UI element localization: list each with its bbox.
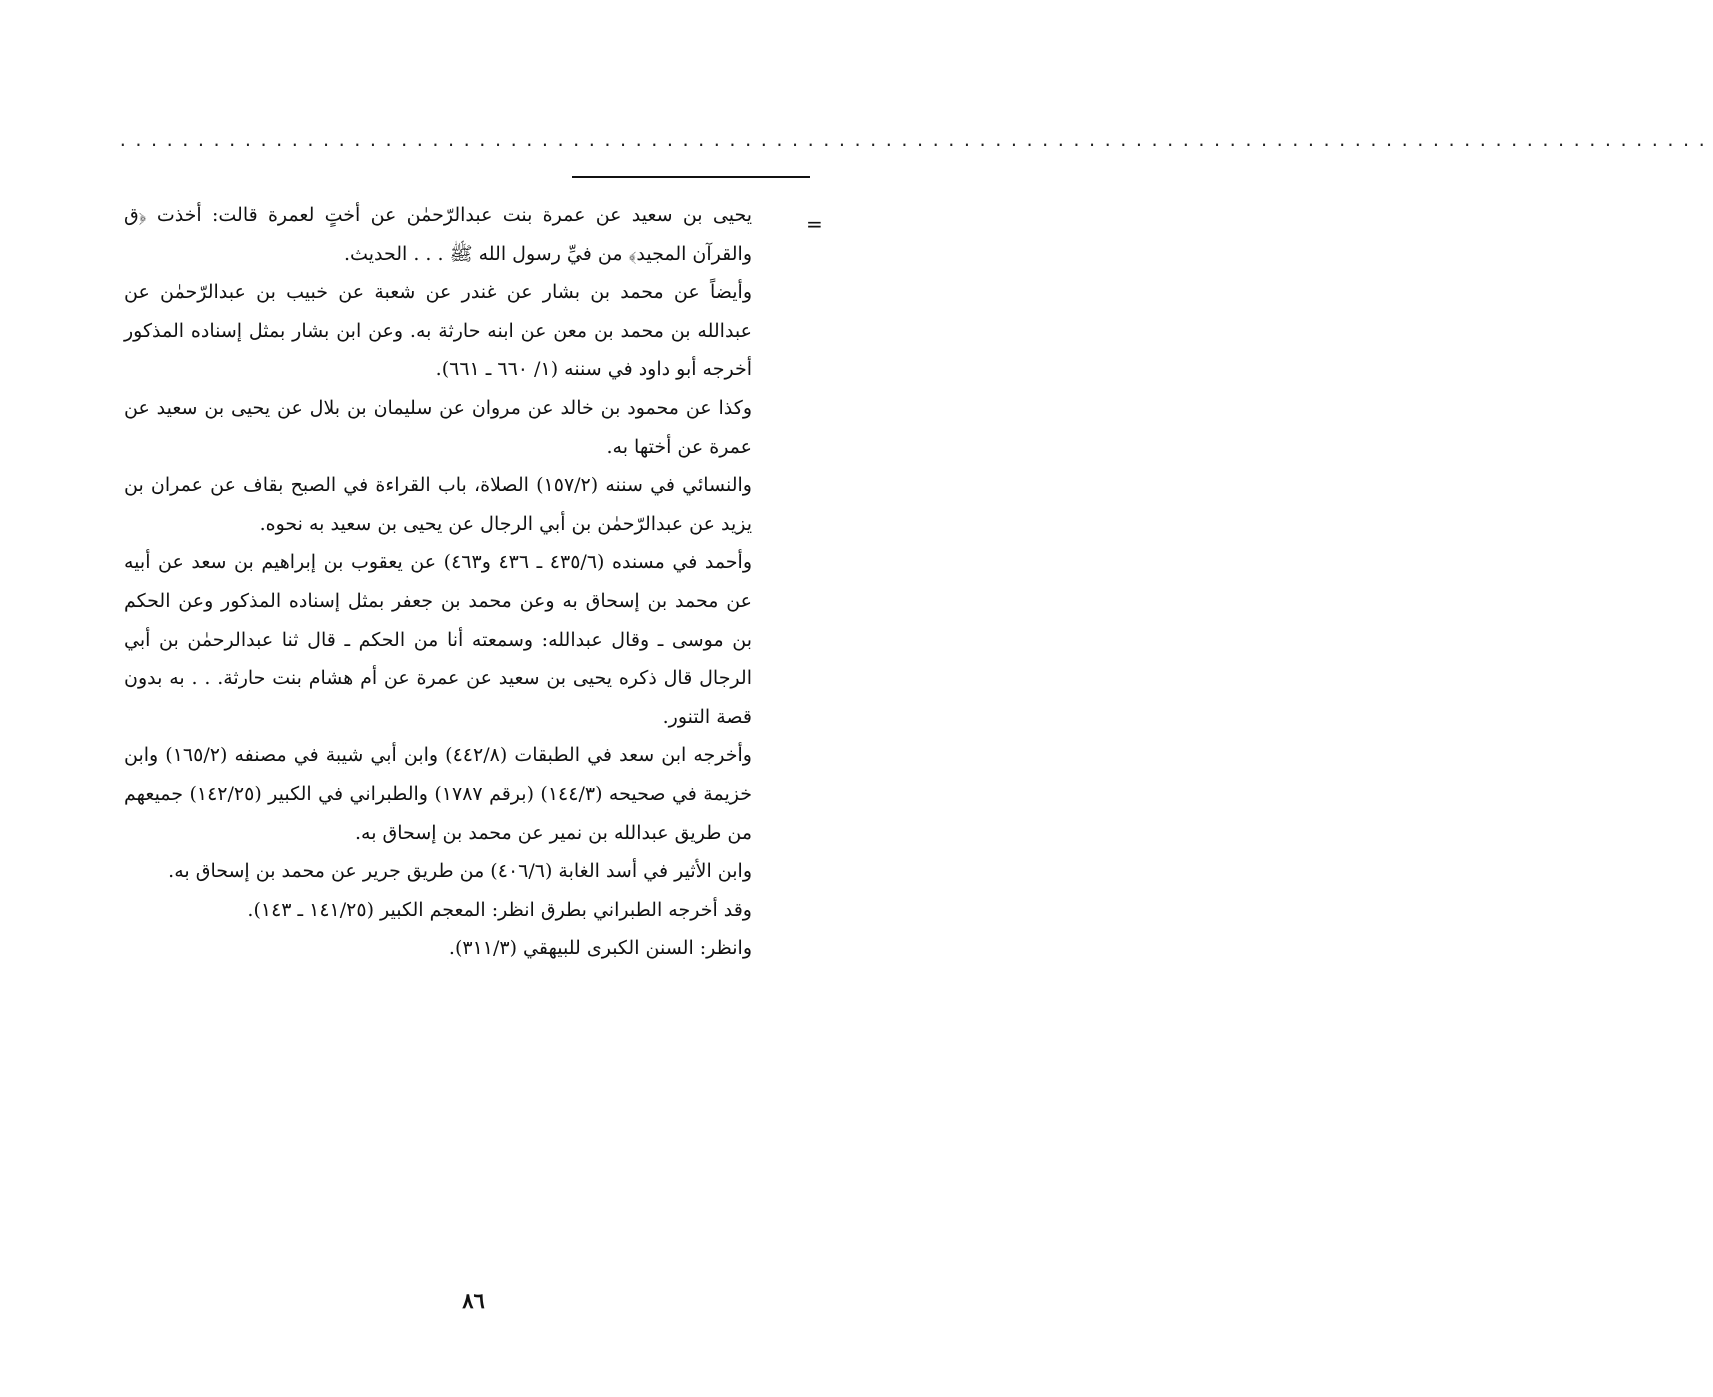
- footnote-text: [124, 196, 752, 968]
- footnote-rule: [572, 176, 810, 178]
- footnote-paragraph: والنسائي في سننه (١٥٧/٢) الصلاة، باب القراءة في الصبح بقاف عن عمران بن يزيد عن عبدالرّحمٰن بن أبي الرجال عن يحيى بن سعيد به نحوه.: [124, 474, 752, 535]
- footnote-paragraph: وأخرجه ابن سعد في الطبقات (٤٤٢/٨) وابن أبي شيبة في مصنفه (١٦٥/٢) وابن خزيمة في صحيحه (١٤٤/٣) (برقم ١٧٨٧) والطبراني في الكبير (١٤٢/٢٥) جميعهم من طريق عبدالله بن نمير عن محمد بن إسحاق به.: [124, 744, 752, 844]
- footnote-paragraph: وأحمد في مسنده (٤٣٥/٦ ـ ٤٣٦ و٤٦٣) عن يعقوب بن إبراهيم بن سعد عن أبيه عن محمد بن إسحاق به وعن محمد بن جعفر بمثل إسناده المذكور وعن الحكم بن موسى ـ وقال عبدالله: وسمعته أنا من الحكم ـ قال ثنا عبدالرحمٰن بن أبي الرجال قال ذكره يحيى بن سعيد عن عمرة عن أم هشام بنت حارثة. . . به بدون قصة التنور.: [124, 551, 753, 728]
- footnote-continuation-mark: =: [806, 212, 823, 236]
- footnote-paragraph: وقد أخرجه الطبراني بطرق انظر: المعجم الكبير (١٤١/٢٥ ـ ١٤٣).: [247, 898, 752, 921]
- footnote-paragraph: وانظر: السنن الكبرى للبيهقي (٣١١/٣).: [448, 937, 752, 960]
- footnote-paragraph: وكذا عن محمود بن خالد عن مروان عن سليمان بن بلال عن يحيى بن سعيد عن عمرة عن أختها به.: [124, 396, 752, 458]
- page-number: ٨٦: [462, 1288, 485, 1313]
- footnote-paragraph: يحيى بن سعيد عن عمرة بنت عبدالرّحمٰن عن أختٍ لعمرة قالت: أخذت ﴿ق والقرآن المجيد﴾ من فيِّ رسول الله ﷺ . . . الحديث.: [124, 204, 752, 265]
- footnote-paragraph: وابن الأثير في أسد الغابة (٤٠٦/٦) من طريق جرير عن محمد بن إسحاق به.: [168, 860, 752, 883]
- footnote-paragraph: وأيضاً عن محمد بن بشار عن غندر عن شعبة عن خبيب بن عبدالرّحمٰن عن عبدالله بن محمد بن معن عن ابنه حارثة به. وعن ابن بشار بمثل إسناده المذكور أخرجه أبو داود في سننه (١/ ٦٦٠ ـ ٦٦١).: [124, 281, 752, 381]
- footnote-dotted-separator: ......................................................................................................: [118, 131, 1713, 150]
